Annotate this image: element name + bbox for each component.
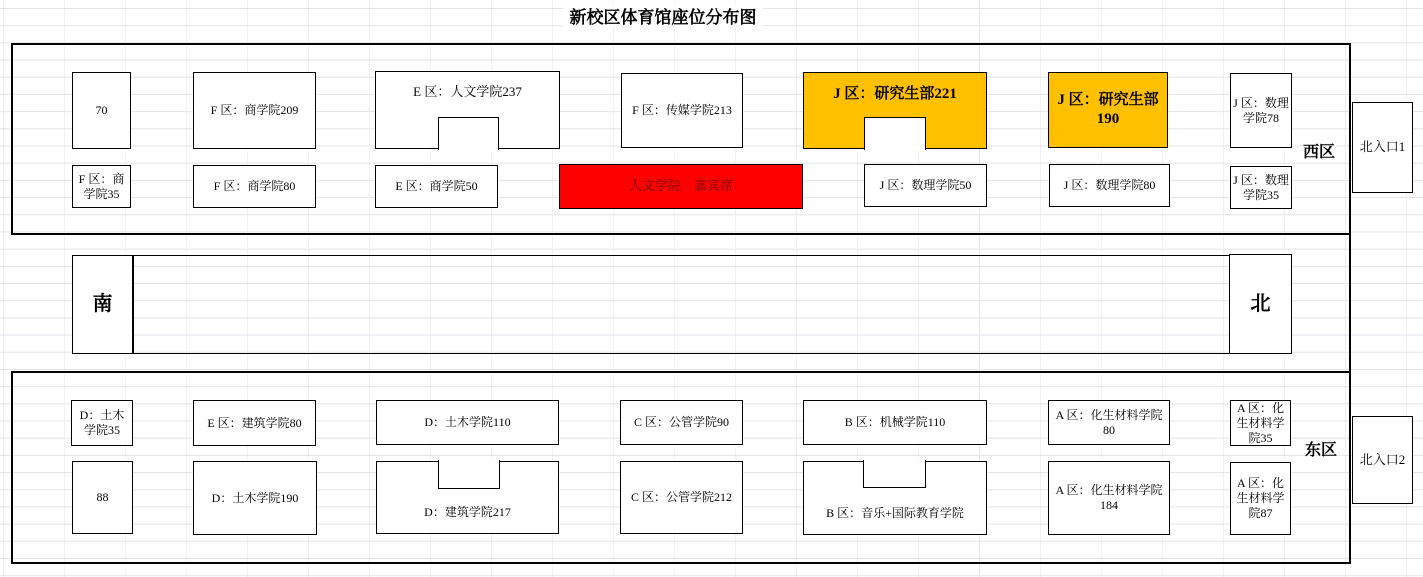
notch-cutout (863, 460, 926, 488)
seat-block-e-50[interactable]: E 区：商学院50 (375, 165, 498, 208)
seat-block-label: D：建筑学院217 (424, 505, 511, 519)
seat-block-c-212[interactable]: C 区：公管学院212 (620, 461, 743, 534)
seat-block-j-190[interactable]: J 区：研究生部190 (1048, 72, 1168, 148)
seat-block-a-35[interactable]: A 区：化生材料学院35 (1230, 400, 1291, 446)
seat-block-j-221[interactable] (803, 72, 987, 149)
seat-block-label: E 区：人文学院237 (413, 84, 522, 99)
court-area (133, 255, 1230, 354)
seat-block-a-184[interactable]: A 区：化生材料学院184 (1048, 461, 1170, 535)
seat-block-d-110[interactable]: D：土木学院110 (376, 400, 559, 445)
seat-block-label: J 区：研究生部221 (833, 86, 957, 102)
notch-cutout (438, 460, 500, 489)
seat-block-j-35[interactable]: J 区：数理学院35 (1230, 166, 1292, 209)
seat-block-d-190[interactable]: D：土木学院190 (193, 461, 317, 535)
seat-block-a-80[interactable]: A 区：化生材料学院80 (1048, 400, 1170, 445)
seat-block-b-music[interactable] (803, 461, 987, 535)
east-wall-line (1349, 235, 1351, 371)
vip-guest-box[interactable]: 人文学院 嘉宾席 (559, 164, 803, 209)
seat-block-f-213[interactable]: F 区：传媒学院213 (621, 73, 743, 148)
north-entrance-1-box[interactable]: 北入口1 (1352, 102, 1413, 193)
seat-block-d-217[interactable] (376, 461, 559, 534)
seat-block-j-78[interactable]: J 区：数理学院78 (1230, 73, 1292, 148)
east-region-label: 东区 (1305, 442, 1338, 459)
seat-block-f-80[interactable]: F 区：商学院80 (193, 165, 316, 208)
seat-block-e-237[interactable] (375, 71, 560, 149)
seat-block-f-209[interactable]: F 区：商学院209 (193, 72, 316, 149)
notch-cutout (864, 117, 926, 150)
north-box[interactable]: 北 (1229, 254, 1292, 354)
seat-block-88[interactable]: 88 (72, 461, 133, 534)
seat-block-c-90[interactable]: C 区：公管学院90 (620, 400, 743, 445)
notch-cutout (438, 117, 499, 150)
south-box[interactable]: 南 (72, 255, 133, 354)
seat-block-f-35[interactable]: F 区：商学院35 (72, 165, 131, 208)
seat-block-j-50[interactable]: J 区：数理学院50 (864, 164, 987, 207)
seat-block-a-87[interactable]: A 区：化生材料学院87 (1230, 462, 1291, 535)
page-title: 新校区体育馆座位分布图 (564, 3, 763, 28)
seat-block-j-80[interactable]: J 区：数理学院80 (1049, 164, 1170, 207)
north-entrance-2-box[interactable]: 北入口2 (1352, 416, 1413, 504)
seat-block-e-80[interactable]: E 区：建筑学院80 (193, 400, 316, 446)
seat-block-label: B 区：音乐+国际教育学院 (826, 506, 964, 520)
seat-block-70[interactable]: 70 (72, 72, 131, 149)
seat-block-d-35[interactable]: D：土木学院35 (71, 400, 133, 446)
seat-block-b-110[interactable]: B 区：机械学院110 (803, 400, 987, 445)
west-region-label: 西区 (1303, 144, 1336, 161)
